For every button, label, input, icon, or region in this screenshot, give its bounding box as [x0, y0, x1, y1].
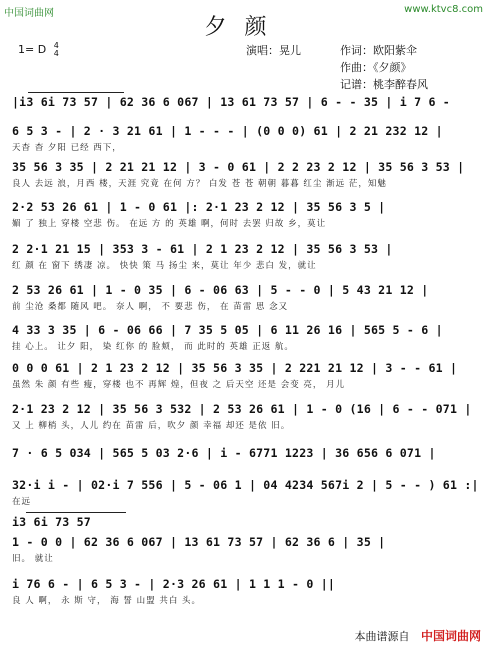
row-notes: i 76 6 - | 6 5 3 - | 2·3 26 61 | 1 1 1 - 0 ||	[12, 577, 336, 591]
key-signature	[18, 42, 59, 58]
time-signature	[54, 42, 59, 58]
row-notes: |i3 6i 73 57 | 62 36 6 067 | 13 61 73 57 | 6 - - 35 | i 7 6 -	[12, 95, 450, 109]
row-lyrics: 挂 心上。 让夕 阳， 染 红你 的 脸颊， 而 此时的 英雄 正返 航。	[12, 342, 294, 352]
row-lyrics: 媚 了 独上 穿楼 空悲 伤。 在远 方 的 英雄 啊，何时 去罢 归故 乡，莫让	[12, 219, 327, 229]
row-lyrics: 在远	[12, 497, 32, 507]
row-notes: 2·1 23 2 12 | 35 56 3 532 | 2 53 26 61 | 1 - 0 (16 | 6 - - 071 |	[12, 402, 472, 416]
watermark-left: 中国词曲网	[4, 8, 54, 19]
row-lyrics: 天杳 杳 夕阳 已经 西下，	[12, 143, 122, 153]
time-numerator: 4	[53, 41, 59, 50]
key-label: 1= D	[18, 43, 47, 56]
lyricist-credit: 作词：欧阳紫伞	[340, 44, 417, 57]
row-notes: 32·i i - | 02·i 7 556 | 5 - 06 1 | 04 4234 567i 2 | 5 - - ) 61 :|	[12, 478, 479, 492]
composer-credit: 作曲：《夕颜》	[340, 61, 412, 74]
row-lyrics: 旧。 就让	[12, 554, 54, 564]
transcriber-credit: 记谱：桃李醉春风	[340, 78, 428, 91]
row-lyrics: 前 尘沧 桑都 随风 吧。 奈人 啊， 不 要悲 伤， 在 苗雷 思 念又	[12, 302, 289, 312]
footer-credit	[354, 627, 481, 644]
row-notes: 0 0 0 61 | 2 1 23 2 12 | 35 56 3 35 | 2 221 21 12 | 3 - - 61 |	[12, 361, 458, 375]
row-lyrics: 又 上 柳梢 头，人儿 约在 苗雷 后，吹夕 颜 幸福 却还 是依 旧。	[12, 421, 291, 431]
row-notes: 1 - 0 0 | 62 36 6 067 | 13 61 73 57 | 62 36 6 | 35 |	[12, 535, 386, 549]
footer-site-link[interactable]: 中国词曲网	[420, 629, 481, 643]
row-notes: 2·2 53 26 61 | 1 - 0 61 |: 2·1 23 2 12 | 35 56 3 5 |	[12, 200, 386, 214]
time-denominator: 4	[53, 49, 59, 58]
singer-credit: 演唱：晃儿	[246, 44, 301, 57]
row-notes: 6 5 3 - | 2 · 3 21 61 | 1 - - - | (0 0 0) 61 | 2 21 232 12 |	[12, 124, 443, 138]
row-notes: 7 · 6 5 034 | 565 5 03 2·6 | i - 6771 1223 | 36 656 6 071 |	[12, 446, 436, 460]
row-lyrics: 红 颜 在 窗下 绣凄 凉。 快快 策 马 扬尘 来，莫让 年少 悲白 发，就让	[12, 261, 317, 271]
row-lyrics: 虽然 朱 颜 有些 瘦，穿楼 也不 再辉 煌，但夜 之 后天空 还是 会变 亮， 月儿	[12, 380, 346, 390]
song-title: 夕颜	[204, 15, 285, 40]
row-lyrics: 良 人 啊， 永 斯 守， 海 誓 山盟 共白 头。	[12, 596, 202, 606]
row-lyrics: 良人 去远 浪，月西 楼，天涯 究竟 在何 方？ 白发 苍 苍 朝朝 暮暮 红尘 渐远 茫，知魅	[12, 179, 387, 189]
row-notes: 35 56 3 35 | 2 21 21 12 | 3 - 0 61 | 2 2 23 2 12 | 35 56 3 53 |	[12, 160, 465, 174]
footer-source-label: 本曲谱源自	[354, 630, 410, 643]
row-notes: i3 6i 73 57	[12, 515, 91, 529]
row-notes: 4 33 3 35 | 6 - 06 66 | 7 35 5 05 | 6 11 26 16 | 565 5 - 6 |	[12, 323, 443, 337]
row-notes: 2 2·1 21 15 | 353 3 - 61 | 2 1 23 2 12 | 35 56 3 53 |	[12, 242, 393, 256]
watermark-right: www.ktvc8.com	[404, 4, 483, 15]
row-notes: 2 53 26 61 | 1 - 0 35 | 6 - 06 63 | 5 - - 0 | 5 43 21 12 |	[12, 283, 429, 297]
coda-bracket-line	[26, 512, 126, 513]
repeat-bracket-line	[28, 92, 124, 93]
